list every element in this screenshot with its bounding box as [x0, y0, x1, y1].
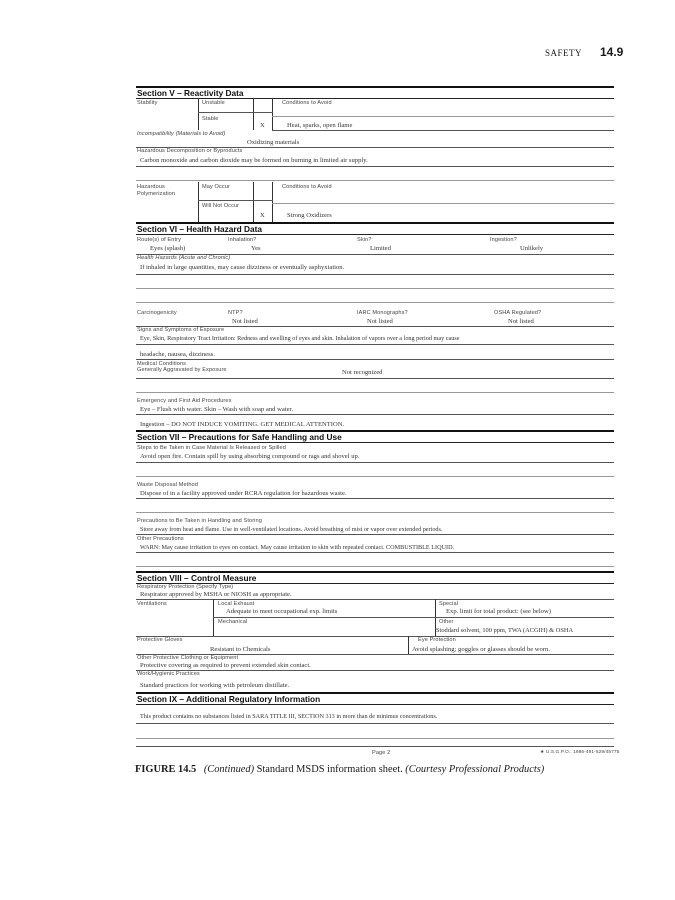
other-precautions-label: Other Precautions — [137, 536, 184, 542]
hazardous-polymerization-label — [137, 184, 192, 198]
poly-conditions-label: Conditions to Avoid — [282, 184, 332, 190]
incompatibility-label-text: Incompatibility (Materials to Avoid) — [137, 131, 226, 137]
waste-disposal-label: Waste Disposal Method — [137, 482, 198, 488]
section-vi-title: Section VI – Health Hazard Data — [137, 224, 262, 234]
poly-box-left — [198, 182, 199, 222]
regulatory-blank-rule — [136, 738, 614, 739]
medical-conditions-value: Not recognized — [342, 369, 383, 376]
osha-regulated-label: OSHA Regulated? — [494, 310, 542, 316]
iarc-label: IARC Monographs? — [357, 310, 408, 316]
spill-blank-rule — [136, 476, 614, 477]
osha-regulated-value: Not listed — [508, 318, 534, 325]
health-hazards-label — [137, 255, 230, 261]
iarc-value: Not listed — [367, 318, 393, 325]
poly-check-left — [253, 182, 254, 222]
protective-clothing-label: Other Protective Clothing or Equipment — [137, 655, 239, 661]
spill-label: Steps to Be Taken in Case Material Is Released or Spilled — [137, 445, 286, 451]
will-not-occur-label: Will Not Occur — [202, 203, 240, 209]
stable-check-mark: X — [260, 122, 265, 129]
decomposition-blank-rule — [136, 180, 614, 181]
form-page-number: Page 2 — [372, 750, 391, 756]
figure-continued: (Continued) — [203, 764, 255, 775]
health-blank-rule-1 — [136, 288, 614, 289]
regulatory-value: This product contains no substances listed in SARA TITLE III, SECTION 313 in more than de minimus concentrations. — [140, 713, 438, 720]
unstable-row-rule — [198, 112, 273, 113]
poly-check-right — [272, 182, 273, 222]
spill-rule — [136, 462, 614, 463]
signs-symptoms-label: Signs and Symptoms of Exposure — [137, 327, 225, 333]
medical-conditions-label-2: Generally Aggravated by Exposure — [137, 367, 227, 373]
other-precautions-blank-rule — [136, 566, 614, 567]
eyes-value: Eyes (splash) — [150, 245, 186, 252]
local-exhaust-value: Adequate to meet occupational exp. limits — [226, 608, 338, 615]
special-value: Exp. limit for total product: (see below) — [446, 608, 551, 615]
stability-check-right — [272, 98, 273, 130]
medical-conditions-label-1: Medical Conditions — [137, 361, 187, 367]
handling-storing-label: Precautions to Be Taken in Handling and Storing — [137, 518, 262, 524]
figure-courtesy: (Courtesy Professional Products) — [405, 764, 545, 775]
work-hygienic-value: Standard practices for working with petroleum distillate. — [140, 682, 290, 689]
figure-number: FIGURE 14.5 — [135, 764, 197, 775]
work-hygienic-label: Work/Hygienic Practices — [137, 671, 200, 677]
other-value: Stoddard solvent, 100 ppm, TWA (ACGIH) & OSHA — [436, 627, 574, 634]
respiratory-rule — [136, 599, 614, 600]
local-exhaust-label: Local Exhaust — [218, 601, 255, 607]
skin-value: Limited — [370, 245, 391, 252]
inhalation-value: Yes — [251, 245, 261, 252]
ventilations-label: Ventilations — [137, 601, 167, 607]
section-vii-title: Section VII – Precautions for Safe Handling and Use — [137, 432, 342, 442]
form-bottom-rule — [136, 746, 614, 747]
section-v-title: Section V – Reactivity Data — [137, 88, 244, 98]
unstable-label: Unstable — [202, 100, 225, 106]
conditions-to-avoid-label: Conditions to Avoid — [282, 100, 332, 106]
waste-blank-rule — [136, 512, 614, 513]
decomposition-rule — [136, 166, 614, 167]
special-label: Special — [439, 601, 459, 607]
handling-storing-rule — [136, 534, 614, 535]
stable-label: Stable — [202, 116, 219, 122]
decomposition-label: Hazardous Decomposition or Byproducts — [137, 148, 243, 154]
section-vi-title-rule — [136, 234, 614, 235]
hazardous-polymerization-text: Hazardous Polymerization — [137, 184, 176, 197]
waste-disposal-value: Dispose of in a facility approved under RCRA regulation for hazardous waste. — [140, 490, 347, 497]
spill-value: Avoid open fire. Contain spill by using absorbing compound or rags and shovel up. — [140, 453, 360, 460]
stability-check-left — [253, 98, 254, 130]
first-aid-rule — [136, 414, 614, 415]
running-header-section: SAFETY — [545, 48, 583, 58]
stability-label: Stability — [137, 100, 158, 106]
figure-caption — [135, 764, 544, 775]
signs-symptoms-value-1: Eye, Skin, Respiratory Tract Irritation: Redness and swelling of eyes and skin. Inhalation of vapors over a long period may cause — [140, 335, 460, 342]
protective-gloves-value: Resistant to Chemicals — [210, 646, 271, 653]
signs-symptoms-value-2: headache, nausea, dizziness. — [140, 351, 215, 358]
waste-disposal-rule — [136, 498, 614, 499]
conditions-value-rule — [272, 130, 614, 131]
health-hazards-label-text: Health Hazards (Acute and Chronic) — [137, 255, 231, 261]
ntp-label: NTP? — [228, 310, 243, 316]
other-precautions-value: WARN: May cause irritation to eyes on contact. May cause irritation to skin with repeated contact. COMBUSTIBLE LIQUID. — [140, 544, 455, 551]
section-viii-title: Section VIII – Control Measure — [137, 573, 257, 583]
section-vii-title-rule — [136, 442, 614, 443]
section-ix-title: Section IX – Additional Regulatory Information — [137, 694, 321, 704]
signs-symptoms-rule-2 — [136, 359, 614, 360]
signs-symptoms-rule-1 — [136, 344, 614, 345]
respiratory-protection-value: Respirator approved by MSHA or NIOSH as appropriate. — [140, 591, 292, 598]
handling-storing-value: Store away from heat and flame. Use in well-ventilated locations. Avoid breathing of mist or vapor over extended periods. — [140, 526, 443, 533]
first-aid-label: Emergency and First Aid Procedures — [137, 398, 232, 404]
health-blank-rule-2 — [136, 302, 614, 303]
may-occur-label: May Occur — [202, 184, 230, 190]
ingestion-label: Ingestion? — [490, 237, 517, 243]
ntp-value: Not listed — [232, 318, 258, 325]
regulatory-rule — [136, 723, 614, 724]
eye-protection-value: Avoid splashing; goggles or glasses should be worn. — [412, 646, 550, 653]
may-occur-row-rule — [198, 200, 273, 201]
other-label: Other — [439, 619, 454, 625]
protective-gloves-label: Protective Gloves — [137, 637, 183, 643]
section-ix-title-rule — [136, 704, 614, 705]
health-hazards-value: If inhaled in large quantities, may cause dizziness or eventually asphyxiation. — [140, 264, 345, 271]
health-hazards-rule — [136, 274, 614, 275]
gloves-eye-divider — [408, 636, 409, 654]
poly-conditions-value: Strong Oxidizers — [287, 212, 332, 219]
form-printer-code: ★ U.S.G.P.O.: 1986-491-529/45775 — [540, 750, 620, 755]
medical-blank-rule — [136, 392, 614, 393]
poly-conditions-blank-rule — [272, 203, 614, 204]
conditions-blank-rule — [272, 116, 614, 117]
ingestion-instruction: Ingestion – DO NOT INDUCE VOMITING. GET MEDICAL ATTENTION. — [140, 421, 345, 428]
medical-conditions-rule — [136, 378, 614, 379]
inhalation-label: Inhalation? — [228, 237, 257, 243]
protective-clothing-rule — [136, 670, 614, 671]
other-precautions-rule — [136, 552, 614, 553]
conditions-value: Heat, sparks, open flame — [287, 122, 353, 129]
incompatibility-value: Oxidizing materials — [247, 139, 300, 146]
first-aid-value: Eye – Flush with water. Skin – Wash with soap and water. — [140, 406, 294, 413]
respiratory-protection-label: Respiratory Protection (Specify Type) — [137, 584, 234, 590]
skin-label: Skin? — [357, 237, 372, 243]
will-not-occur-check-mark: X — [260, 212, 265, 219]
incompatibility-label — [137, 131, 225, 137]
running-header-page-number: 14.9 — [600, 45, 624, 59]
ingestion-value: Unlikely — [520, 245, 544, 252]
carcinogenicity-label: Carcinogenicity — [137, 310, 177, 316]
local-exhaust-rule — [213, 617, 614, 618]
eye-protection-label: Eye Protection — [418, 637, 456, 643]
mechanical-label: Mechanical — [218, 619, 248, 625]
routes-of-entry-label: Route(s) of Entry — [137, 237, 181, 243]
protective-clothing-value: Protective covering as required to prevent extended skin contact. — [140, 662, 311, 669]
ventilation-rule — [136, 636, 614, 637]
stability-box-left — [198, 98, 199, 130]
section-v-title-rule — [136, 98, 614, 99]
figure-caption-text: Standard MSDS information sheet. — [256, 764, 403, 775]
decomposition-value: Carbon monoxide and carbon dioxide may be formed on burning in limited air supply. — [140, 157, 368, 164]
